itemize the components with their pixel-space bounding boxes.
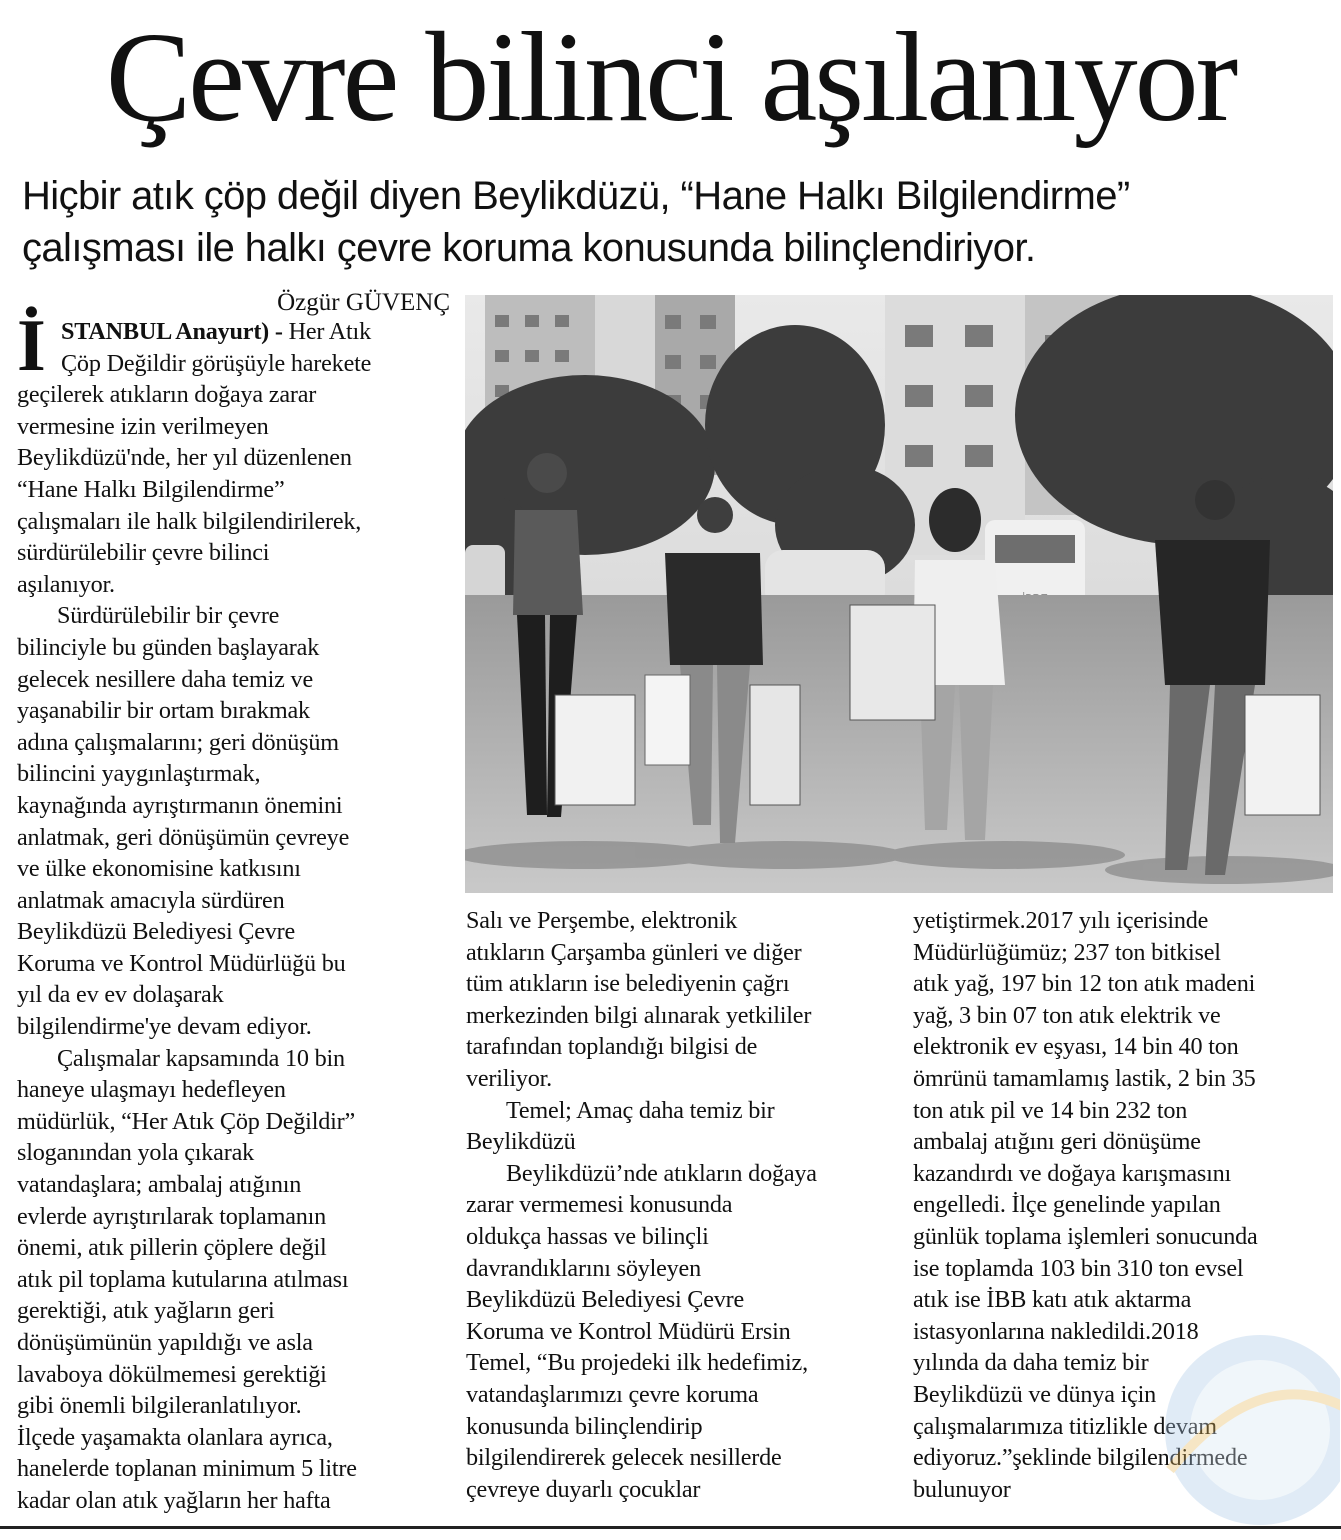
article-line: atık yağ, 197 bin 12 ton atık madeni [913, 970, 1256, 998]
article-line: tüm atıkların ise belediyenin çağrı [466, 970, 790, 998]
article-line: yıl da ev ev dolaşarak [17, 981, 224, 1009]
article-line: Beylikdüzü [466, 1128, 576, 1156]
article-line: atık pil toplama kutularına atılması [17, 1265, 349, 1293]
article-line: oldukça hassas ve bilinçli [466, 1222, 709, 1250]
article-line: Sürdürülebilir bir çevre [57, 602, 280, 630]
article-line: ediyoruz.”şeklinde bilgilendirmede [913, 1444, 1248, 1472]
article-line: yaşanabilir bir ortam bırakmak [17, 697, 310, 725]
byline: Özgür GÜVENÇ [277, 289, 450, 316]
article-line: atık ise İBB katı atık aktarma [913, 1286, 1192, 1314]
article-line: davrandıklarını söyleyen [466, 1254, 701, 1282]
dropcap: İ [17, 305, 46, 387]
article-line: vatandaşlarımızı çevre koruma [466, 1380, 759, 1408]
article-line: ömrünü tamamlamış lastik, 2 bin 35 [913, 1064, 1256, 1092]
article-line: ambalaj atığını geri dönüşüme [913, 1128, 1201, 1156]
article-line: anlatmak amacıyla sürdüren [17, 886, 285, 914]
article-line: evlerde ayrıştırılarak toplamanın [17, 1202, 327, 1230]
article-line: yağ, 3 bin 07 ton atık elektrik ve [913, 1001, 1221, 1029]
subheadline-line: çalışması ile halkı çevre koruma konusunda bilinçlendiriyor. [22, 226, 1036, 270]
article-line: kadar olan atık yağların her hafta [17, 1486, 331, 1514]
article-line: çevreye duyarlı çocuklar [466, 1475, 701, 1503]
article-line: Beylikdüzü’nde atıkların doğaya [506, 1159, 817, 1187]
article-line: Müdürlüğümüz; 237 ton bitkisel [913, 938, 1221, 966]
dateline: STANBUL Anayurt) - [61, 318, 283, 345]
news-photo-image [465, 295, 1333, 893]
article-line: ton atık pil ve 14 bin 232 ton [913, 1096, 1188, 1124]
article-line: atıkların Çarşamba günleri ve diğer [466, 938, 802, 966]
subheadline-line: Hiçbir atık çöp değil diyen Beylikdüzü, “Hane Halkı Bilgilendirme” [22, 174, 1130, 218]
article-line: veriliyor. [466, 1064, 552, 1092]
article-line: Koruma ve Kontrol Müdürü Ersin [466, 1317, 791, 1345]
article-line: Beylikdüzü Belediyesi Çevre [466, 1286, 745, 1314]
article-line: istasyonlarına nakledildi.2018 [913, 1317, 1199, 1345]
article-column-3 [913, 905, 1333, 1505]
article-line: merkezinden bilgi alınarak yetkililer [466, 1001, 812, 1029]
article-column-2 [466, 905, 891, 1505]
article-line: elektronik ev eşyası, 14 bin 40 ton [913, 1033, 1239, 1061]
article-line: çalışmalarımıza titizlikle devam [913, 1412, 1217, 1440]
article-line: Salı ve Perşembe, elektronik [466, 907, 738, 934]
article-line: aşılanıyor. [17, 570, 115, 598]
article-line: Beylikdüzü Belediyesi Çevre [17, 918, 296, 946]
article-line: haneye ulaşmayı hedefleyen [17, 1076, 286, 1104]
article-line: yılında da daha temiz bir [913, 1349, 1149, 1377]
article-line: vatandaşlara; ambalaj atığının [17, 1171, 302, 1199]
article-line: vermesine izin verilmeyen [17, 412, 269, 440]
article-line: ve ülke ekonomisine katkısını [17, 855, 301, 883]
subheadline [22, 170, 1332, 274]
article-line: kaynağında ayrıştırmanın önemini [17, 791, 343, 819]
article-line: bilgilendirerek gelecek nesillerde [466, 1444, 782, 1472]
article-line: Temel, “Bu projedeki ilk hedefimiz, [466, 1349, 808, 1377]
article-line: önemi, atık pillerin çöplere değil [17, 1234, 327, 1262]
headline: Çevre bilinci aşılanıyor [105, 6, 1236, 148]
article-line: Temel; Amaç daha temiz bir [506, 1096, 775, 1124]
article-line: gibi önemli bilgileranlatılıyor. [17, 1392, 302, 1420]
article-line: Beylikdüzü ve dünya için [913, 1380, 1157, 1408]
article-line: bulunuyor [913, 1475, 1011, 1503]
article-line: anlatmak, geri dönüşümün çevreye [17, 823, 350, 851]
article-line: “Hane Halkı Bilgilendirme” [17, 475, 285, 503]
article-line: sürdürülebilir çevre bilinci [17, 539, 270, 567]
article-line: konusunda bilinçlendirip [466, 1412, 703, 1440]
bottom-rule [0, 1526, 1341, 1529]
article-line: lavaboya dökülmemesi gerektiği [17, 1360, 327, 1388]
article-line: ise toplamda 103 bin 310 ton evsel [913, 1254, 1244, 1282]
article-line: İlçede yaşamakta olanlara ayrıca, [17, 1423, 333, 1451]
article-line: bilgilendirme'ye devam ediyor. [17, 1013, 312, 1041]
article-line: bilinciyle bu günden başlayarak [17, 633, 320, 661]
article-line: hanelerde toplanan minimum 5 litre [17, 1455, 357, 1483]
article-column-1 [17, 316, 457, 1517]
article-line: geçilerek atıkların doğaya zarar [17, 381, 317, 409]
article-line: sloganından yola çıkarak [17, 1139, 254, 1167]
article-line: gelecek nesillere daha temiz ve [17, 665, 313, 693]
article-line: Çöp Değildir görüşüyle harekete [61, 349, 372, 377]
article-line: müdürlük, “Her Atık Çöp Değildir” [17, 1107, 356, 1135]
article-line: bilincini yaygınlaştırmak, [17, 760, 261, 788]
article-line: Beylikdüzü'nde, her yıl düzenlenen [17, 444, 352, 472]
article-line: çalışmaları ile halk bilgilendirilerek, [17, 507, 362, 535]
article-line: gerektiği, atık yağların geri [17, 1297, 275, 1325]
article-line: adına çalışmalarını; geri dönüşüm [17, 728, 339, 756]
article-line: tarafından toplandığı bilgisi de [466, 1033, 758, 1061]
article-line: STANBUL Anayurt) - Her Atık [61, 318, 371, 345]
article-line: zarar vermemesi konusunda [466, 1191, 733, 1219]
article-line: kazandırdı ve doğaya karışmasını [913, 1159, 1232, 1187]
article-line: engelledi. İlçe genelinde yapılan [913, 1191, 1221, 1219]
article-line: günlük toplama işlemleri sonucunda [913, 1222, 1258, 1250]
article-line: Çalışmalar kapsamında 10 bin [57, 1044, 345, 1072]
news-photo [465, 295, 1333, 893]
article-line: yetiştirmek.2017 yılı içerisinde [913, 907, 1209, 934]
article-line: Koruma ve Kontrol Müdürlüğü bu [17, 949, 346, 977]
article-line: dönüşümünün yapıldığı ve asla [17, 1329, 313, 1356]
